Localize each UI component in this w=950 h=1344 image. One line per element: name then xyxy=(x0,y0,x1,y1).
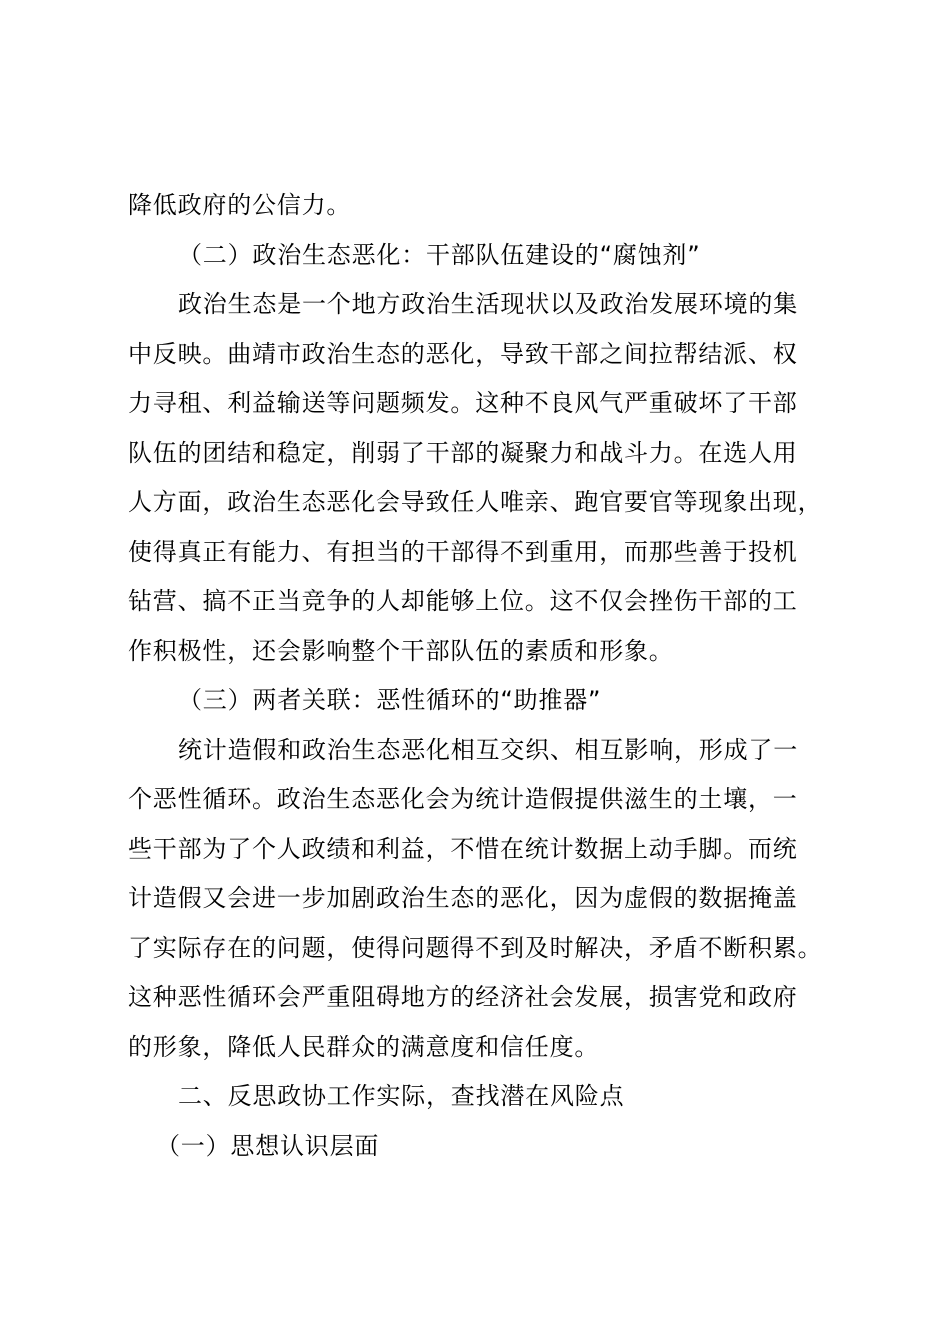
text-line: 降低政府的公信力。 xyxy=(128,191,352,219)
text-line: 中反映。曲靖市政治生态的恶化，导致干部之间拉帮结派、权 xyxy=(128,339,798,368)
chapter-heading: 二、反思政协工作实际，查找潜在风险点 xyxy=(178,1082,625,1110)
body-text xyxy=(128,181,833,1171)
text-line: 了实际存在的问题，使得问题得不到及时解决，矛盾不断积累。 xyxy=(128,933,823,962)
text-line: 这种恶性循环会严重阻碍地方的经济社会发展，损害党和政府 xyxy=(128,983,798,1011)
text-line: 力寻租、利益输送等问题频发。这种不良风气严重破坏了干部 xyxy=(128,389,798,417)
text-line: 人方面，政治生态恶化会导致任人唯亲、跑官要官等现象出现， xyxy=(128,488,823,516)
text-line: 钻营、搞不正当竞争的人却能够上位。这不仅会挫伤干部的工 xyxy=(128,587,798,615)
text-line: 作积极性，还会影响整个干部队伍的素质和形象。 xyxy=(128,636,674,665)
section-heading: （一）思想认识层面 xyxy=(156,1131,380,1160)
text-line: 使得真正有能力、有担当的干部得不到重用，而那些善于投机 xyxy=(128,537,798,566)
text-line: 个恶性循环。政治生态恶化会为统计造假提供滋生的土壤，一 xyxy=(128,785,798,813)
text-line: 队伍的团结和稳定，削弱了干部的凝聚力和战斗力。在选人用 xyxy=(128,438,798,467)
section-heading: （三）两者关联：恶性循环的“助推器” xyxy=(178,686,602,714)
text-line: 的形象，降低人民群众的满意度和信任度。 xyxy=(128,1032,600,1061)
text-line: 统计造假和政治生态恶化相互交织、相互影响，形成了一 xyxy=(178,735,798,764)
text-line: 政治生态是一个地方政治生活现状以及政治发展环境的集 xyxy=(178,290,798,318)
text-line: 计造假又会进一步加剧政治生态的恶化，因为虚假的数据掩盖 xyxy=(128,884,798,912)
section-heading: （二）政治生态恶化：干部队伍建设的“腐蚀剂” xyxy=(178,240,701,269)
text-line: 些干部为了个人政绩和利益，不惜在统计数据上动手脚。而统 xyxy=(128,834,798,863)
